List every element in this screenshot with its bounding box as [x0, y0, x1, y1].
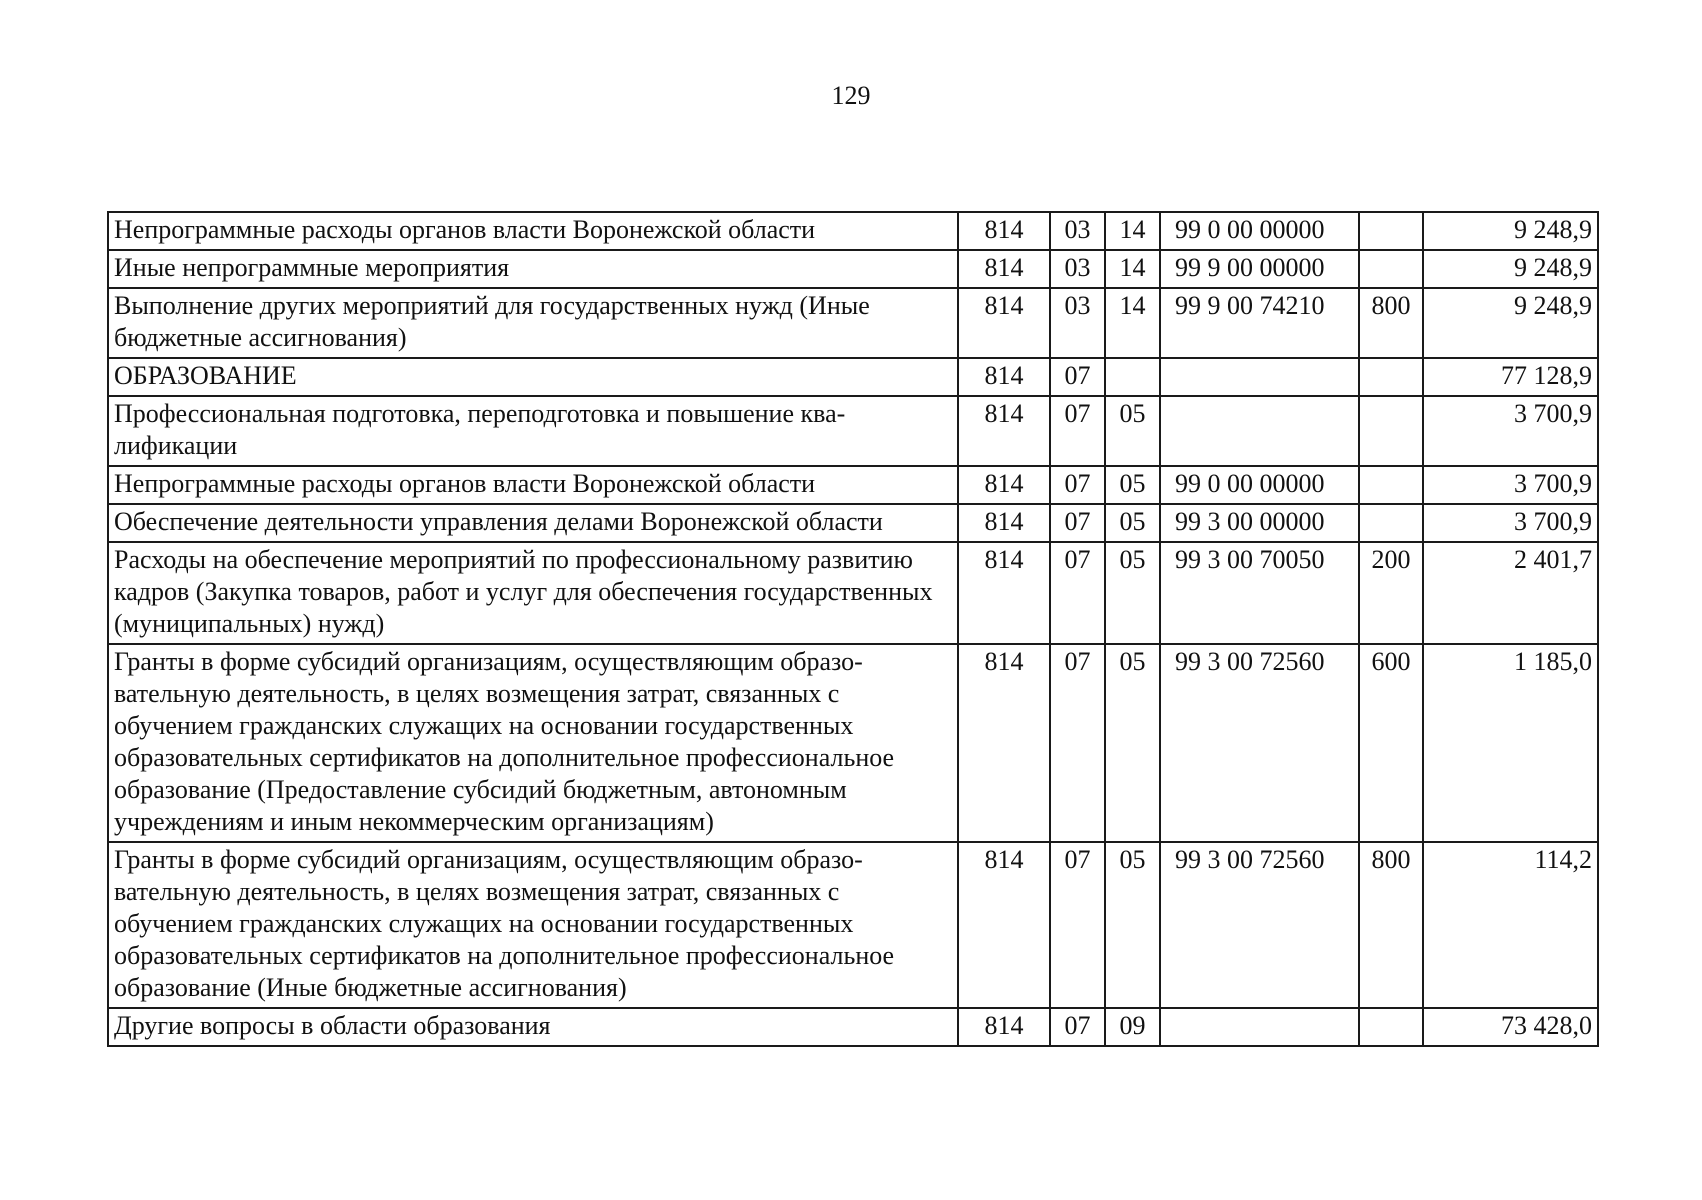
target-article-cell: 99 0 00 00000 — [1160, 212, 1359, 250]
table-row — [108, 212, 1598, 250]
amount-cell: 3 700,9 — [1423, 466, 1598, 504]
target-article-cell: 99 3 00 72560 — [1160, 842, 1359, 1008]
grbs-code-cell: 814 — [958, 504, 1050, 542]
table-row — [108, 644, 1598, 842]
expense-name-cell: Профессиональная подготовка, переподготовка и повышение квалификации — [108, 396, 958, 466]
section-code-cell: 03 — [1050, 250, 1105, 288]
expense-type-cell — [1359, 358, 1423, 396]
expense-name-cell: Другие вопросы в области образования — [108, 1008, 958, 1046]
expense-name-cell: Обеспечение деятельности управления делами Воронежской области — [108, 504, 958, 542]
amount-cell: 3 700,9 — [1423, 504, 1598, 542]
expense-type-cell — [1359, 250, 1423, 288]
grbs-code-cell: 814 — [958, 288, 1050, 358]
expense-name-cell: Непрограммные расходы органов власти Воронежской области — [108, 212, 958, 250]
expense-type-cell: 800 — [1359, 288, 1423, 358]
section-code-cell: 07 — [1050, 504, 1105, 542]
amount-cell: 1 185,0 — [1423, 644, 1598, 842]
section-code-cell: 07 — [1050, 466, 1105, 504]
grbs-code-cell: 814 — [958, 212, 1050, 250]
table-row — [108, 504, 1598, 542]
expense-type-cell — [1359, 212, 1423, 250]
amount-cell: 3 700,9 — [1423, 396, 1598, 466]
subsection-code-cell: 05 — [1105, 504, 1160, 542]
subsection-code-cell: 05 — [1105, 396, 1160, 466]
expense-name-cell: Гранты в форме субсидий организациям, осуществляющим образовательную деятельность, в целях возмещения затрат, связанных с обучением гражданских служащих на основании государственных образовательных сертификатов на дополнительное профессиональное образование (Предоставление субсидий бюджетным, автономным учреждениям и иным некоммерческим организациям) — [108, 644, 958, 842]
target-article-cell: 99 3 00 70050 — [1160, 542, 1359, 644]
grbs-code-cell: 814 — [958, 542, 1050, 644]
amount-cell: 9 248,9 — [1423, 212, 1598, 250]
amount-cell: 77 128,9 — [1423, 358, 1598, 396]
section-code-cell: 07 — [1050, 1008, 1105, 1046]
section-code-cell: 07 — [1050, 358, 1105, 396]
grbs-code-cell: 814 — [958, 644, 1050, 842]
table-row — [108, 358, 1598, 396]
grbs-code-cell: 814 — [958, 396, 1050, 466]
expense-name-cell: Иные непрограммные мероприятия — [108, 250, 958, 288]
amount-cell: 2 401,7 — [1423, 542, 1598, 644]
section-code-cell: 03 — [1050, 212, 1105, 250]
grbs-code-cell: 814 — [958, 466, 1050, 504]
section-code-cell: 07 — [1050, 396, 1105, 466]
target-article-cell — [1160, 396, 1359, 466]
amount-cell: 114,2 — [1423, 842, 1598, 1008]
amount-cell: 9 248,9 — [1423, 250, 1598, 288]
subsection-code-cell: 05 — [1105, 466, 1160, 504]
expense-name-cell: Гранты в форме субсидий организациям, осуществляющим образовательную деятельность, в целях возмещения затрат, связанных с обучением гражданских служащих на основании государственных образовательных сертификатов на дополнительное профессиональное образование (Иные бюджетные ассигнования) — [108, 842, 958, 1008]
expense-type-cell — [1359, 1008, 1423, 1046]
subsection-code-cell: 05 — [1105, 542, 1160, 644]
expense-name-cell: Выполнение других мероприятий для государственных нужд (Иные бюджетные ассигнования) — [108, 288, 958, 358]
section-code-cell: 07 — [1050, 542, 1105, 644]
subsection-code-cell: 05 — [1105, 842, 1160, 1008]
amount-cell: 73 428,0 — [1423, 1008, 1598, 1046]
table-row — [108, 542, 1598, 644]
grbs-code-cell: 814 — [958, 842, 1050, 1008]
table-row — [108, 288, 1598, 358]
section-code-cell: 07 — [1050, 842, 1105, 1008]
table-row — [108, 396, 1598, 466]
expense-type-cell: 800 — [1359, 842, 1423, 1008]
expense-type-cell: 600 — [1359, 644, 1423, 842]
target-article-cell — [1160, 1008, 1359, 1046]
grbs-code-cell: 814 — [958, 250, 1050, 288]
subsection-code-cell: 14 — [1105, 212, 1160, 250]
grbs-code-cell: 814 — [958, 1008, 1050, 1046]
subsection-code-cell — [1105, 358, 1160, 396]
subsection-code-cell: 14 — [1105, 250, 1160, 288]
table-row — [108, 250, 1598, 288]
subsection-code-cell: 14 — [1105, 288, 1160, 358]
expense-type-cell — [1359, 396, 1423, 466]
expense-type-cell — [1359, 466, 1423, 504]
target-article-cell: 99 9 00 74210 — [1160, 288, 1359, 358]
expense-type-cell: 200 — [1359, 542, 1423, 644]
target-article-cell: 99 0 00 00000 — [1160, 466, 1359, 504]
expense-name-cell: Непрограммные расходы органов власти Воронежской области — [108, 466, 958, 504]
expense-name-cell: Расходы на обеспечение мероприятий по профессиональному развитию кадров (Закупка товаров, работ и услуг для обеспечения государственных (муниципальных) нужд) — [108, 542, 958, 644]
section-code-cell: 07 — [1050, 644, 1105, 842]
subsection-code-cell: 09 — [1105, 1008, 1160, 1046]
page-number: 129 — [831, 81, 871, 110]
expense-name-cell: ОБРАЗОВАНИЕ — [108, 358, 958, 396]
table-row — [108, 466, 1598, 504]
target-article-cell — [1160, 358, 1359, 396]
table-row — [108, 842, 1598, 1008]
grbs-code-cell: 814 — [958, 358, 1050, 396]
table-row — [108, 1008, 1598, 1046]
target-article-cell: 99 9 00 00000 — [1160, 250, 1359, 288]
subsection-code-cell: 05 — [1105, 644, 1160, 842]
target-article-cell: 99 3 00 72560 — [1160, 644, 1359, 842]
budget-table — [107, 211, 1599, 1047]
expense-type-cell — [1359, 504, 1423, 542]
section-code-cell: 03 — [1050, 288, 1105, 358]
amount-cell: 9 248,9 — [1423, 288, 1598, 358]
target-article-cell: 99 3 00 00000 — [1160, 504, 1359, 542]
